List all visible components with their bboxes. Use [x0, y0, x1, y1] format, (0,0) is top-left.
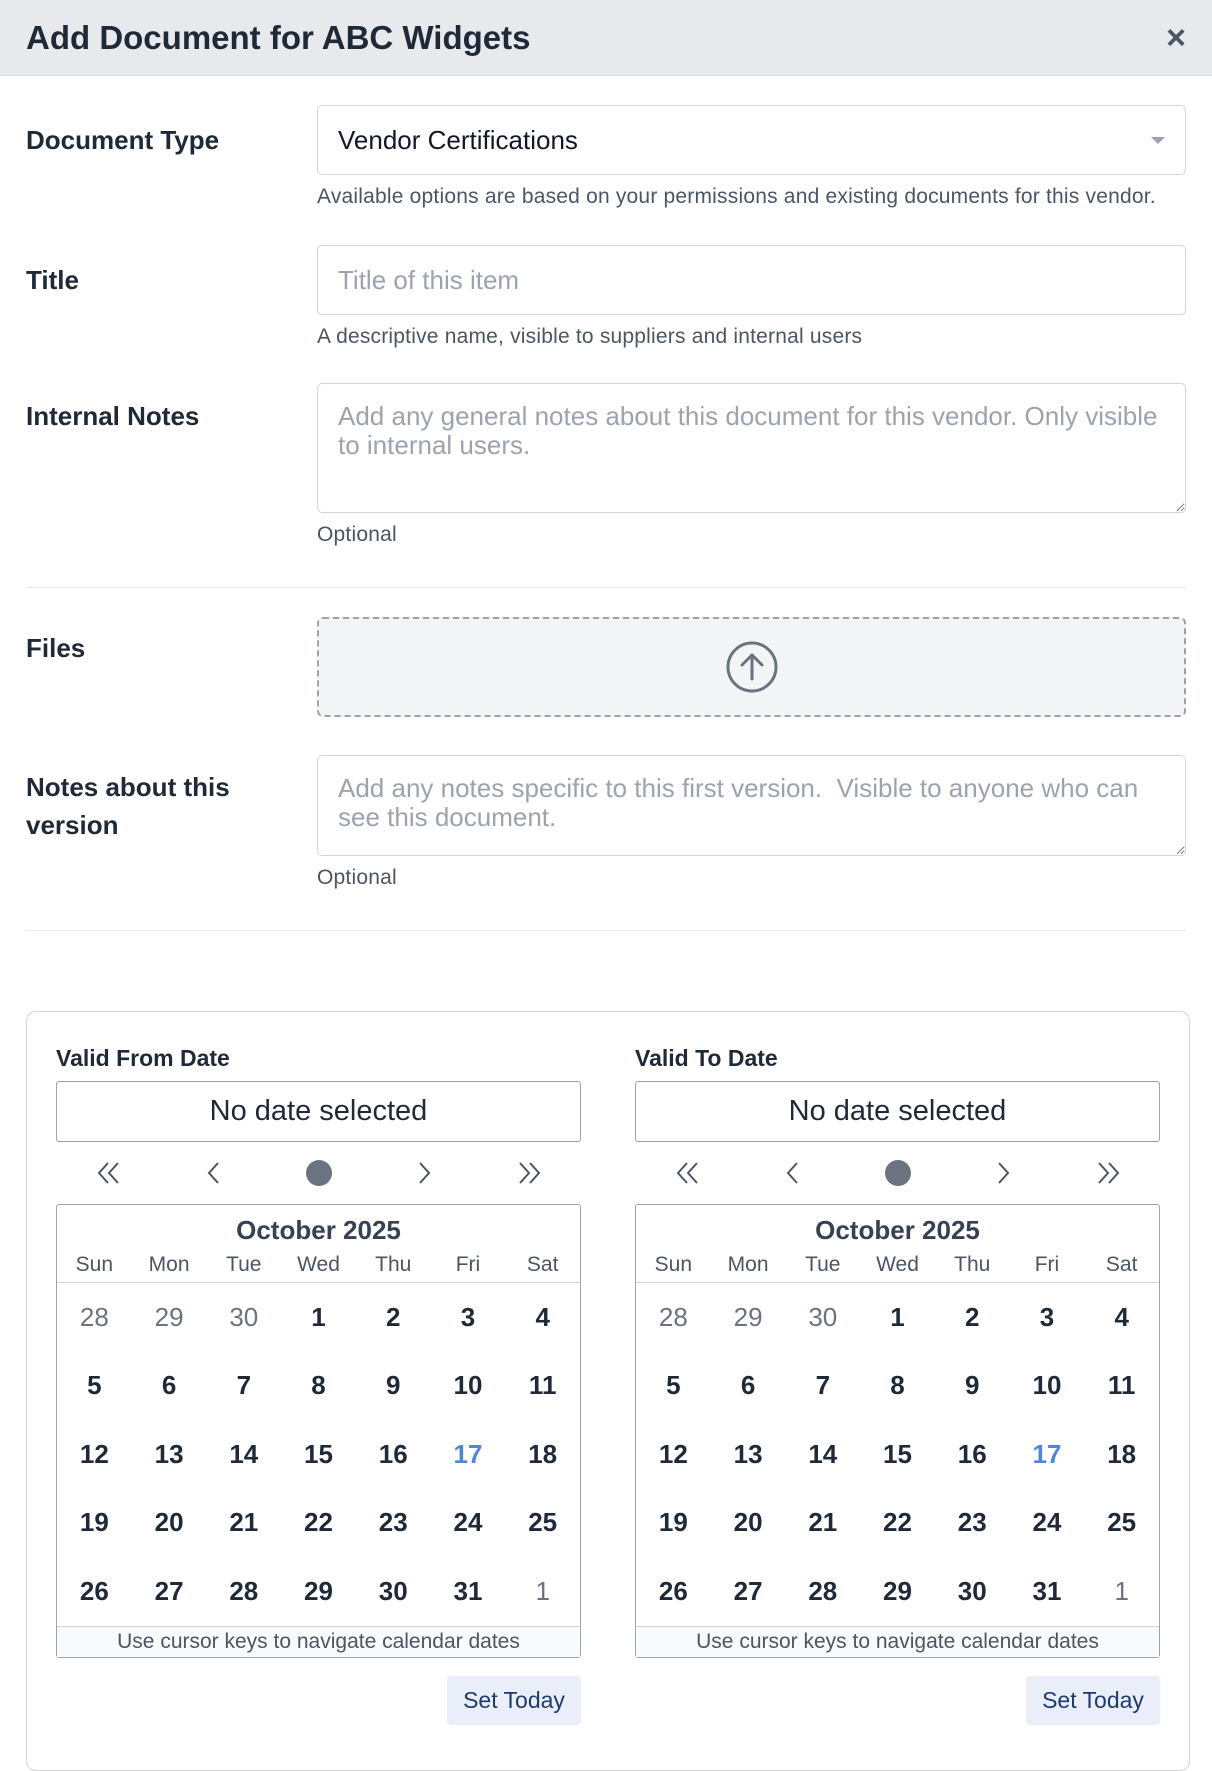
- title-row: [26, 245, 1186, 353]
- chevron-left-icon: [784, 1160, 802, 1186]
- calendar-day[interactable]: 28: [808, 1575, 838, 1606]
- calendar-day[interactable]: 16: [378, 1438, 408, 1469]
- calendar-day[interactable]: 24: [453, 1507, 483, 1538]
- weekday-label: Wed: [297, 1253, 340, 1276]
- internal-notes-textarea[interactable]: [317, 383, 1186, 513]
- calendar-day-today[interactable]: 17: [453, 1438, 483, 1469]
- calendar-day[interactable]: 21: [808, 1507, 838, 1538]
- calendar-day[interactable]: 22: [304, 1507, 333, 1538]
- calendar-day[interactable]: 30: [229, 1301, 259, 1332]
- calendar-day[interactable]: 19: [79, 1507, 109, 1538]
- valid-from-picker: [56, 1045, 581, 1713]
- calendar-day[interactable]: 8: [311, 1370, 326, 1401]
- next-year-button[interactable]: [476, 1144, 581, 1202]
- calendar-day[interactable]: 8: [890, 1370, 905, 1401]
- files-label: Files: [26, 633, 86, 663]
- document-form: [0, 105, 1212, 931]
- double-chevron-left-icon: [675, 1160, 701, 1186]
- current-month-button[interactable]: [845, 1144, 950, 1202]
- calendar-day[interactable]: 29: [154, 1301, 184, 1332]
- calendar-day[interactable]: 11: [528, 1370, 557, 1401]
- calendar-grid: [56, 1204, 581, 1658]
- calendar-day[interactable]: 9: [386, 1370, 401, 1401]
- calendar-day[interactable]: 1: [311, 1301, 326, 1332]
- weekday-label: Sat: [1105, 1253, 1138, 1276]
- valid-to-picker: [635, 1045, 1160, 1713]
- weekday-label: Tue: [226, 1253, 262, 1276]
- calendar-day[interactable]: 28: [658, 1301, 688, 1332]
- valid-from-label: Valid From Date: [56, 1045, 230, 1071]
- next-month-button[interactable]: [950, 1144, 1055, 1202]
- calendar-day[interactable]: 10: [1032, 1370, 1062, 1401]
- calendar-day[interactable]: 29: [733, 1301, 763, 1332]
- files-row: [26, 617, 1186, 717]
- title-help: A descriptive name, visible to suppliers and internal users: [317, 325, 863, 348]
- calendar-day[interactable]: 29: [883, 1575, 912, 1606]
- calendar-day[interactable]: 26: [79, 1575, 109, 1606]
- calendar-day[interactable]: 7: [815, 1370, 831, 1401]
- double-chevron-left-icon: [96, 1160, 122, 1186]
- calendar-day[interactable]: 4: [535, 1301, 550, 1332]
- calendar-day[interactable]: 1: [535, 1575, 550, 1606]
- calendar-day[interactable]: 25: [1107, 1507, 1137, 1538]
- weekday-label: Mon: [148, 1253, 190, 1276]
- calendar-day[interactable]: 2: [965, 1301, 980, 1332]
- calendar-day[interactable]: 30: [808, 1301, 838, 1332]
- calendar-day[interactable]: 2: [386, 1301, 401, 1332]
- calendar-days: [636, 1283, 1159, 1626]
- next-month-button[interactable]: [371, 1144, 476, 1202]
- calendar-day[interactable]: 9: [965, 1370, 980, 1401]
- calendar-day[interactable]: 23: [378, 1507, 408, 1538]
- calendar-day[interactable]: 29: [304, 1575, 333, 1606]
- calendar-day[interactable]: 28: [79, 1301, 109, 1332]
- upload-arrow-icon: [725, 640, 779, 694]
- calendar-week: [57, 1489, 580, 1558]
- calendar-day[interactable]: 31: [1032, 1575, 1062, 1606]
- calendar-day[interactable]: 18: [1107, 1438, 1137, 1469]
- calendar-day[interactable]: 15: [883, 1438, 912, 1469]
- calendar-day[interactable]: 31: [453, 1575, 483, 1606]
- next-year-button[interactable]: [1055, 1144, 1160, 1202]
- calendar-day[interactable]: 14: [808, 1438, 838, 1469]
- chevron-right-icon: [415, 1160, 433, 1186]
- calendar-day[interactable]: 13: [154, 1438, 184, 1469]
- calendar-nav: [56, 1144, 581, 1202]
- section-divider: [26, 930, 1186, 931]
- calendar-day[interactable]: 6: [161, 1370, 177, 1401]
- version-notes-textarea[interactable]: [317, 755, 1186, 856]
- calendar-week: [57, 1557, 580, 1626]
- calendar-day[interactable]: 12: [658, 1438, 688, 1469]
- weekday-label: Sun: [654, 1253, 693, 1276]
- calendar-day[interactable]: 14: [229, 1438, 259, 1469]
- calendar-day[interactable]: 5: [666, 1370, 681, 1401]
- calendar-day[interactable]: 1: [1114, 1575, 1129, 1606]
- calendar-help: Use cursor keys to navigate calendar dates: [636, 1626, 1159, 1657]
- chevron-down-icon: [1151, 137, 1165, 144]
- internal-notes-help: Optional: [317, 523, 397, 546]
- set-today-button[interactable]: Set Today: [447, 1676, 581, 1725]
- close-icon[interactable]: ×: [1166, 18, 1186, 57]
- section-divider: [26, 587, 1186, 588]
- weekday-label: Fri: [455, 1253, 481, 1276]
- weekday-label: Sun: [75, 1253, 114, 1276]
- calendar-day[interactable]: 22: [883, 1507, 912, 1538]
- valid-to-label: Valid To Date: [635, 1045, 778, 1071]
- previous-month-button[interactable]: [161, 1144, 266, 1202]
- document-type-row: [26, 105, 1186, 213]
- calendar-week: [636, 1557, 1159, 1626]
- calendar-month-title: October 2025: [815, 1215, 980, 1245]
- calendar-day[interactable]: 20: [154, 1507, 184, 1538]
- internal-notes-row: [26, 383, 1186, 551]
- calendar-day[interactable]: 3: [1039, 1301, 1055, 1332]
- calendar-day[interactable]: 7: [236, 1370, 252, 1401]
- calendar-day[interactable]: 11: [1107, 1370, 1136, 1401]
- calendar-day[interactable]: 5: [87, 1370, 102, 1401]
- internal-notes-label: Internal Notes: [26, 401, 200, 431]
- calendar-day[interactable]: 19: [658, 1507, 688, 1538]
- document-type-help: Available options are based on your permissions and existing documents for this vendor.: [317, 185, 1156, 208]
- calendar-day[interactable]: 12: [79, 1438, 109, 1469]
- calendar-week: [636, 1283, 1159, 1352]
- calendar-day[interactable]: 24: [1032, 1507, 1062, 1538]
- version-notes-label: Notes about this version: [26, 772, 230, 840]
- previous-year-button[interactable]: [56, 1144, 161, 1202]
- chevron-right-icon: [994, 1160, 1012, 1186]
- calendar-month-title: October 2025: [236, 1215, 401, 1245]
- calendar-day[interactable]: 10: [453, 1370, 483, 1401]
- calendar-day[interactable]: 26: [658, 1575, 688, 1606]
- calendar-day[interactable]: 4: [1114, 1301, 1129, 1332]
- calendar-days: [57, 1283, 580, 1626]
- calendar-day[interactable]: 16: [957, 1438, 987, 1469]
- calendar-day[interactable]: 30: [957, 1575, 987, 1606]
- title-label: Title: [26, 265, 79, 295]
- modal-title: Add Document for ABC Widgets: [26, 18, 531, 56]
- weekday-label: Wed: [876, 1253, 919, 1276]
- calendar-day[interactable]: 18: [528, 1438, 558, 1469]
- valid-to-date-display[interactable]: No date selected: [635, 1081, 1160, 1142]
- calendar-day[interactable]: 6: [740, 1370, 756, 1401]
- previous-month-button[interactable]: [740, 1144, 845, 1202]
- weekday-label: Thu: [375, 1253, 412, 1276]
- calendar-week: [636, 1420, 1159, 1489]
- document-type-label: Document Type: [26, 125, 220, 155]
- current-month-button[interactable]: [266, 1144, 371, 1202]
- weekday-label: Fri: [1034, 1253, 1060, 1276]
- circle-dot-icon: [306, 1160, 332, 1186]
- title-input[interactable]: [317, 245, 1186, 315]
- double-chevron-right-icon: [516, 1160, 542, 1186]
- double-chevron-right-icon: [1095, 1160, 1121, 1186]
- calendar-day[interactable]: 21: [229, 1507, 259, 1538]
- calendar-day[interactable]: 23: [957, 1507, 987, 1538]
- weekday-header: [636, 1251, 1159, 1283]
- weekday-label: Sat: [526, 1253, 559, 1276]
- version-notes-help: Optional: [317, 866, 397, 889]
- calendar-week: [636, 1352, 1159, 1421]
- calendar-week: [57, 1352, 580, 1421]
- calendar-day[interactable]: 25: [528, 1507, 558, 1538]
- file-dropzone[interactable]: [317, 617, 1186, 717]
- calendar-day-today[interactable]: 17: [1032, 1438, 1062, 1469]
- document-type-value: Vendor Certifications: [338, 124, 578, 155]
- document-type-select[interactable]: [317, 105, 1186, 175]
- calendar-day[interactable]: 20: [733, 1507, 763, 1538]
- calendar-week: [636, 1489, 1159, 1558]
- weekday-label: Mon: [727, 1253, 769, 1276]
- calendar-day[interactable]: 3: [460, 1301, 476, 1332]
- calendar-day[interactable]: 27: [733, 1575, 763, 1606]
- calendar-day[interactable]: 27: [154, 1575, 184, 1606]
- modal-header: [0, 0, 1212, 76]
- previous-year-button[interactable]: [635, 1144, 740, 1202]
- circle-dot-icon: [885, 1160, 911, 1186]
- set-today-button[interactable]: Set Today: [1026, 1676, 1160, 1725]
- weekday-label: Thu: [954, 1253, 991, 1276]
- calendar-help: Use cursor keys to navigate calendar dates: [57, 1626, 580, 1657]
- valid-from-date-display[interactable]: No date selected: [56, 1081, 581, 1142]
- calendar-day[interactable]: 30: [378, 1575, 408, 1606]
- chevron-left-icon: [205, 1160, 223, 1186]
- calendar-day[interactable]: 15: [304, 1438, 333, 1469]
- calendar-day[interactable]: 28: [229, 1575, 259, 1606]
- calendar-day[interactable]: 1: [890, 1301, 905, 1332]
- weekday-header: [57, 1251, 580, 1283]
- calendar-nav: [635, 1144, 1160, 1202]
- calendar-week: [57, 1283, 580, 1352]
- weekday-label: Tue: [805, 1253, 841, 1276]
- calendar-grid: [635, 1204, 1160, 1658]
- calendar-day[interactable]: 13: [733, 1438, 763, 1469]
- calendar-week: [57, 1420, 580, 1489]
- version-notes-row: [26, 755, 1186, 894]
- validity-dates-card: [26, 1011, 1190, 1771]
